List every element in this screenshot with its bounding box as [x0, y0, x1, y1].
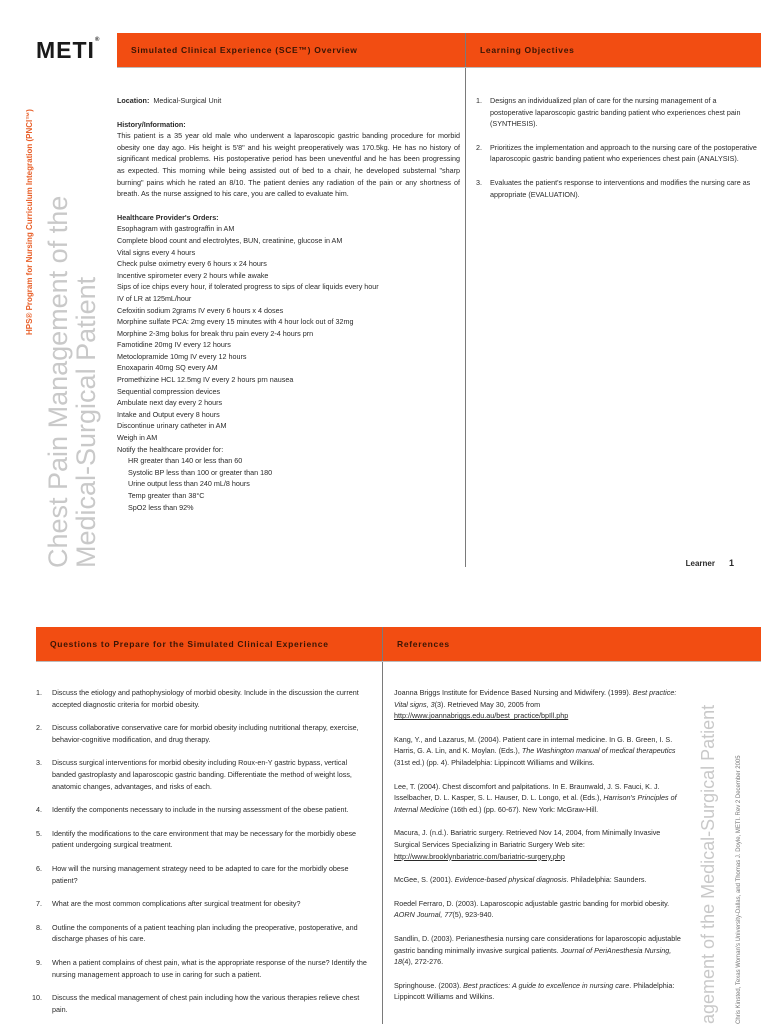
reference-title: Harrison's Principles of Internal Medicine: [394, 793, 677, 814]
objective-text: Prioritizes the implementation and approach to the nursing care of the postoperative laparoscopic gastric banding patient who experiences chest pain (ANALYSIS).: [490, 142, 757, 164]
objectives-section: [476, 95, 758, 212]
notify-list: [117, 455, 460, 513]
reference-item: [394, 734, 684, 769]
overview-section: [117, 95, 460, 513]
order-item: Esophagram with gastrograffin in AM: [117, 224, 235, 234]
order-item: Ambulate next day every 2 hours: [117, 398, 223, 408]
reference-item: [394, 781, 684, 816]
reference-item: [394, 874, 684, 886]
history-text: This patient is a 35 year old male who underwent a laparoscopic gastric banding procedure for morbid obesity one day ago. His height is 5'8" and his weight preoperatively was 170.5kg. He has no history of significant medical problems. His postoperative period has been uneventful and he has been progressing as expected. This morning while being assisted out of bed to a chair, he developed substernal "sharp burning" pains which he rated an 8/10. The patient denies any radiation of the pain or any shortness of breath. As the nurse assigned to his care, you are called to evaluate him.: [117, 131, 460, 199]
reference-text: Joanna Briggs Institute for Evidence Based Nursing and Midwifery. (1999).: [394, 688, 633, 697]
document-title-line2: Medical-Surgical Patient: [71, 276, 101, 568]
reference-title: AORN Journal, 77: [394, 910, 453, 920]
header-references-title: References: [397, 639, 450, 649]
reference-text: (4), 272-276.: [402, 957, 444, 967]
notify-item: SpO2 less than 92%: [128, 502, 194, 512]
question-text: Identify the components necessary to include in the nursing assessment of the obese patient.: [52, 805, 349, 815]
author-credit-vertical: Chris Kinsted, Texas Woman's University-Dallas, and Thomas J. Doyle, METI. Rev 2 December 2005: [736, 755, 742, 1024]
reference-text: Sandlin, D. (2003). Perianesthesia nursing care considerations for laparoscopic adjustable gastric banding minimally invasive surgical patients.: [394, 933, 681, 955]
question-item: [36, 722, 371, 745]
notify-item: Urine output less than 240 mL/8 hours: [128, 479, 250, 489]
reference-text: Lee, T. (2004). Chest discomfort and palpitations. In E. Braunwald, J. S. Fauci, K. J. Isselbacher, D. L. Kasper, S. L. Hauser, D. L. Longo, et al. (Eds.),: [394, 781, 660, 803]
reference-text: (31st ed.) (pp. 4). Philadelphia: Lippincott Williams and Wilkins.: [394, 757, 595, 767]
reference-text: (5), 923-940.: [452, 910, 494, 920]
objective-item: [476, 142, 758, 165]
question-item: [36, 804, 371, 816]
order-item: Enoxaparin 40mg SQ every AM: [117, 363, 218, 373]
question-text: Discuss surgical interventions for morbid obesity including Roux-en-Y gastric bypass, vertical banded gastroplasty and laparoscopic gastric banding. Differentiate the method of weight loss, anatomic changes, advantages, and risks of each.: [52, 758, 352, 791]
question-item: [36, 828, 371, 851]
question-text: Outline the components of a patient teaching plan including the preoperative, postoperative, and discharge phases of his care.: [52, 922, 358, 944]
reference-title: Best practice: Vital signs, 3: [394, 688, 677, 709]
order-item: Notify the healthcare provider for:: [117, 444, 224, 454]
order-item: Complete blood count and electrolytes, BUN, creatinine, glucose in AM: [117, 235, 343, 245]
question-text: When a patient complains of chest pain, what is the appropriate response of the nurse? Identify the nursing management approach to use in caring for such a patient.: [52, 957, 367, 979]
page-number: 1: [728, 558, 734, 568]
question-number: 7.: [36, 899, 42, 909]
question-number: 2.: [36, 723, 42, 733]
question-item: [36, 687, 371, 710]
location-label: Location:: [117, 96, 150, 105]
reference-text: (3). Retrieved May 30, 2005 from: [434, 699, 541, 709]
orders-list: [117, 223, 460, 455]
column-divider-top: [465, 33, 466, 567]
header-overview: [117, 33, 465, 67]
objective-item: [476, 95, 758, 130]
meti-logo: [36, 37, 100, 64]
history-label: History/Information:: [117, 119, 186, 129]
reference-text: . Philadelphia: Lippincott Williams and Wilkins.: [394, 980, 675, 1002]
reference-item: [394, 687, 684, 722]
order-item: Weigh in AM: [117, 433, 158, 443]
reference-title: Evidence-based physical diagnosis: [454, 875, 567, 885]
objective-text: Evaluates the patient's response to interventions and modifies the nursing care as appropriate (EVALUATION).: [490, 177, 751, 199]
header-objectives-title: Learning Objectives: [480, 45, 575, 55]
question-item: [36, 898, 371, 910]
reference-text: . Philadelphia: Saunders.: [566, 875, 647, 885]
section-divider-top: [117, 67, 761, 68]
questions-section: [32, 687, 371, 1027]
header-overview-title: Simulated Clinical Experience (SCE™) Overview: [131, 45, 358, 55]
reference-item: [394, 933, 684, 968]
reference-title: The Washington manual of medical therapeutics: [521, 746, 676, 756]
question-item: [36, 863, 371, 886]
order-item: Vital signs every 4 hours: [117, 247, 196, 257]
objective-number: 3.: [476, 177, 482, 187]
reference-text: Macura, J. (n.d.). Bariatric surgery. Retrieved Nov 14, 2004, from Minimally Invasive Surgical Services Specializing in Bariatric Surgery Web site:: [394, 828, 661, 849]
logo-mark: ®: [94, 37, 101, 43]
reference-link[interactable]: http://www.brooklynbariatric.com/bariatric-surgery.php: [394, 851, 565, 861]
references-section: [394, 687, 684, 1015]
reference-item: [394, 898, 684, 921]
footer-label: Learner: [685, 559, 715, 568]
order-item: Sips of ice chips every hour, if tolerated progress to sips of clear liquids every hour: [117, 282, 379, 292]
question-number: 1.: [36, 688, 42, 697]
order-item: IV of LR at 125mL/hour: [117, 293, 192, 303]
objective-number: 1.: [476, 96, 482, 105]
reference-item: [394, 980, 684, 1003]
reference-item: [394, 827, 684, 862]
header-references: [383, 627, 761, 661]
header-objectives: [466, 33, 761, 67]
reference-link[interactable]: http://www.joannabriggs.edu.au/best_practice/bpIll.php: [394, 711, 569, 721]
order-item: Cefoxitin sodium 2grams IV every 6 hours x 4 doses: [117, 305, 284, 315]
program-title-vertical: HPS® Program for Nursing Curriculum Integration (PNCI™): [25, 109, 34, 335]
column-divider-bottom: [382, 627, 383, 1024]
notify-item: HR greater than 140 or less than 60: [128, 456, 243, 466]
location-value: Medical-Surgical Unit: [153, 96, 222, 105]
reference-text: Roedel Ferraro, D. (2003). Laparoscopic adjustable gastric banding for morbid obesity.: [394, 898, 670, 908]
question-text: Discuss collaborative conservative care for morbid obesity including nutritional therapy, exercise, behavior-cognitive modification, and drug therapy.: [52, 723, 359, 744]
order-item: Discontinue urinary catheter in AM: [117, 421, 227, 431]
reference-text: (16th ed.) (pp. 60-67). New York: McGraw-Hill.: [448, 804, 599, 814]
document-title-vertical: [44, 196, 100, 568]
question-number: 9.: [36, 957, 42, 967]
question-item: [36, 757, 371, 792]
question-text: Discuss the etiology and pathophysiology of morbid obesity. Include in the discussion the current accepted diagnostic criteria for morbid obesity.: [52, 688, 359, 709]
order-item: Metoclopramide 10mg IV every 12 hours: [117, 351, 247, 361]
reference-text: Springhouse. (2003).: [394, 980, 464, 990]
reference-title: Best practices: A guide to excellence in nursing care: [463, 980, 630, 990]
objective-item: [476, 177, 758, 200]
reference-text: Kang, Y., and Lazarus, M. (2004). Patient care in internal medicine. In G. B. Green, I. S. Harris, G. A. Lin, and K. Moylan. (Eds.),: [394, 734, 673, 756]
order-item: Morphine sulfate PCA: 2mg every 15 minutes with 4 hour lock out of 32mg: [117, 317, 354, 327]
order-item: Morphine 2-3mg bolus for break thru pain every 2-4 hours prn: [117, 328, 314, 338]
document-title-line1: Chest Pain Management of the: [43, 195, 73, 568]
question-item: [36, 957, 371, 980]
order-item: Check pulse oximetry every 6 hours x 24 hours: [117, 259, 267, 269]
question-text: What are the most common complications after surgical treatment for obesity?: [52, 899, 301, 909]
reference-text: McGee, S. (2001).: [394, 875, 455, 885]
notify-item: Temp greater than 38°C: [128, 491, 205, 500]
order-item: Incentive spirometer every 2 hours while awake: [117, 270, 269, 280]
order-item: Intake and Output every 8 hours: [117, 409, 220, 419]
order-item: Sequential compression devices: [117, 386, 221, 396]
question-text: How will the nursing management strategy need to be adapted to care for the morbidly obese patient?: [52, 863, 349, 885]
orders-label: Healthcare Provider's Orders:: [117, 212, 219, 222]
question-number: 10.: [32, 993, 42, 1003]
question-number: 4.: [36, 805, 42, 815]
question-text: Identify the modifications to the care environment that may be necessary for the morbidly obese patient undergoing surgical treatment.: [52, 828, 357, 850]
order-item: Promethizine HCL 12.5mg IV every 2 hours prn nausea: [117, 375, 294, 385]
notify-item: Systolic BP less than 100 or greater than 180: [128, 467, 273, 477]
question-item: [36, 922, 371, 945]
question-number: 5.: [36, 828, 42, 838]
question-item: [32, 992, 371, 1015]
question-number: 6.: [36, 863, 42, 873]
objective-text: Designs an individualized plan of care for the nursing management of a postoperative laparoscopic gastric banding patient who experiences chest pain (SYNTHESIS).: [490, 96, 741, 129]
page-footer: [686, 558, 734, 568]
reference-title: Journal of PeriAnesthesia Nursing, 18: [394, 945, 672, 967]
header-questions: [36, 627, 382, 661]
question-number: 3.: [36, 758, 42, 768]
section-divider-bottom: [36, 661, 761, 662]
header-questions-title: Questions to Prepare for the Simulated Clinical Experience: [50, 639, 329, 649]
objective-number: 2.: [476, 142, 482, 152]
question-number: 8.: [36, 922, 42, 932]
document-title-vertical-bottom: agement of the Medical-Surgical Patient: [698, 704, 718, 1024]
logo-text: METI: [36, 37, 95, 63]
question-text: Discuss the medical management of chest pain including how the various therapies relieve chest pain.: [52, 993, 360, 1014]
location-line: [117, 95, 460, 107]
order-item: Famotidine 20mg IV every 12 hours: [117, 340, 231, 350]
